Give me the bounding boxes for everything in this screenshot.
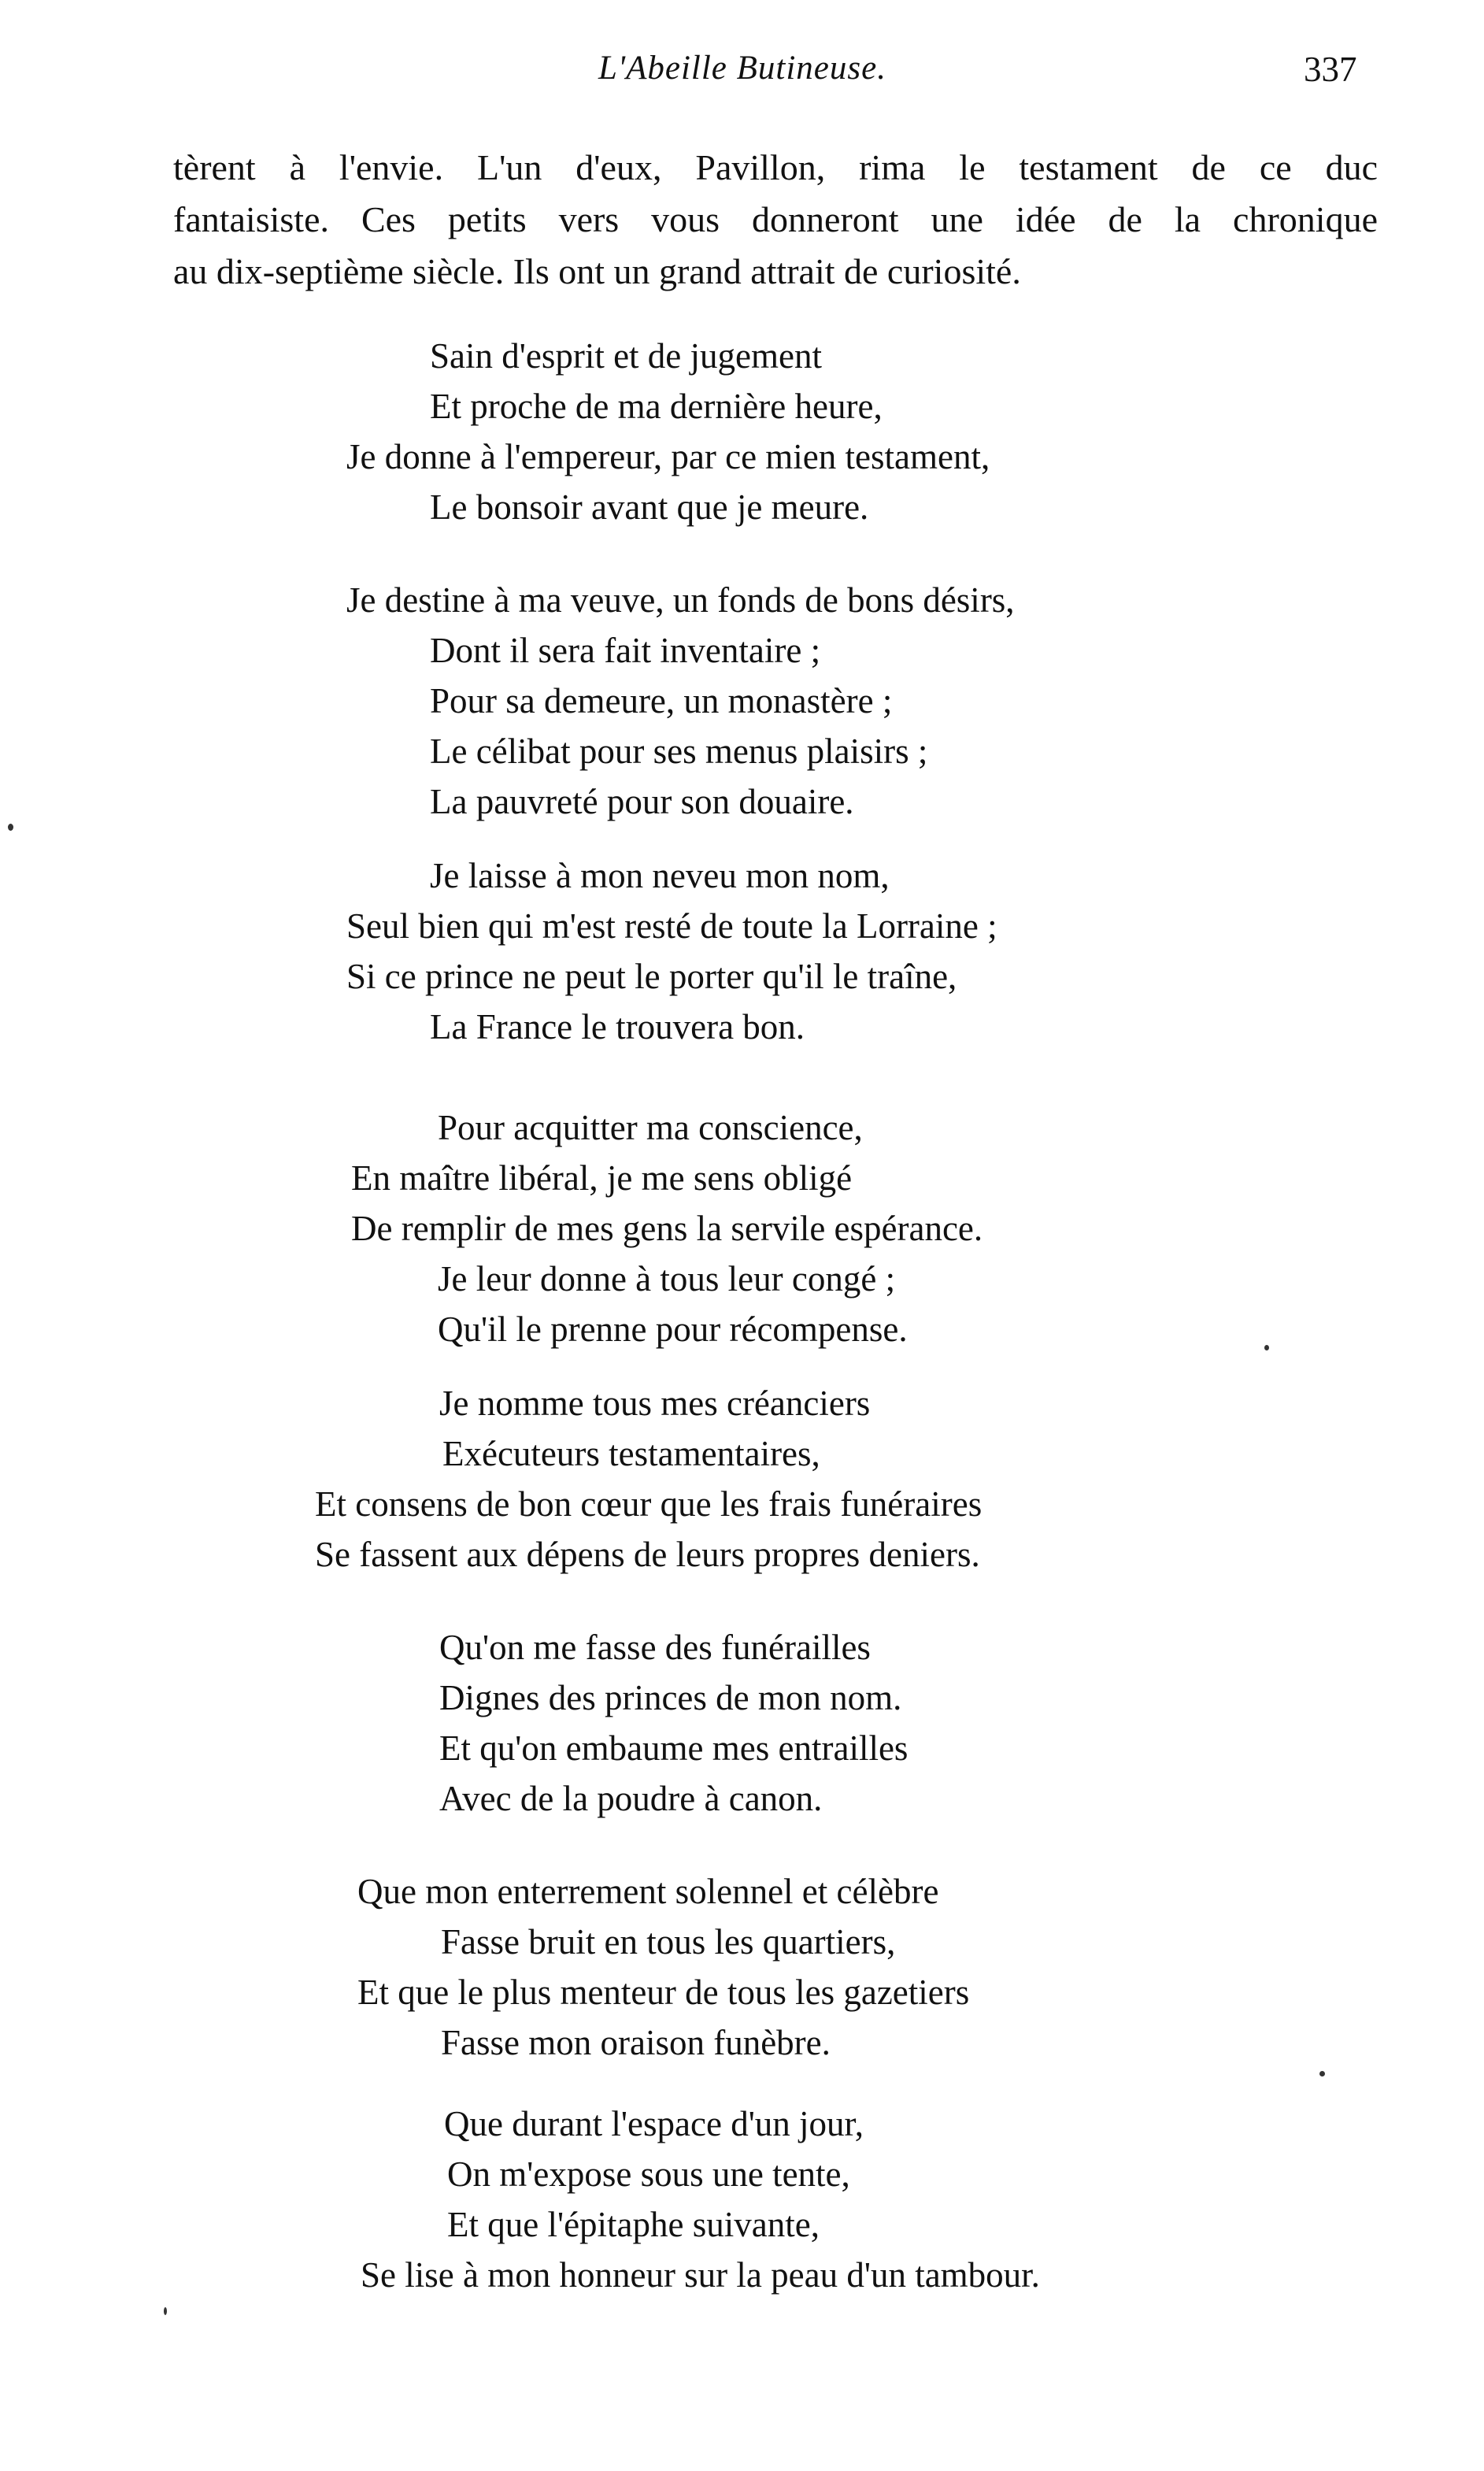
prose-line: tèrent à l'envie. L'un d'eux, Pavillon, rima le testament de ce duc xyxy=(173,147,1378,187)
prose-paragraph xyxy=(173,142,1378,298)
scan-speck xyxy=(8,824,13,831)
prose-line: au dix-septième siècle. Ils ont un grand attrait de curiosité. xyxy=(173,251,1021,291)
verse-line: Et consens de bon cœur que les frais funéraires xyxy=(315,1484,983,1524)
page-number: 337 xyxy=(1304,50,1357,89)
verse-line: En maître libéral, je me sens obligé xyxy=(351,1158,853,1198)
verse-line: La France le trouvera bon. xyxy=(430,1007,805,1047)
verse-line: Si ce prince ne peut le porter qu'il le traîne, xyxy=(346,957,957,996)
verse-line: La pauvreté pour son douaire. xyxy=(430,782,854,821)
scan-speck xyxy=(1264,1345,1269,1350)
verse-line: Se fassent aux dépens de leurs propres deniers. xyxy=(315,1535,980,1574)
prose-line: fantaisiste. Ces petits vers vous donneront une idée de la chronique xyxy=(173,199,1378,239)
scan-speck xyxy=(1319,2071,1325,2076)
verse-line: Avec de la poudre à canon. xyxy=(439,1779,823,1818)
verse-line: Exécuteurs testamentaires, xyxy=(442,1434,820,1473)
verse-line: Pour sa demeure, un monastère ; xyxy=(430,681,893,721)
verse-line: Fasse mon oraison funèbre. xyxy=(441,2023,831,2062)
verse-line: Dignes des princes de mon nom. xyxy=(439,1678,902,1717)
scan-speck xyxy=(164,2307,167,2315)
verse-line: Je laisse à mon neveu mon nom, xyxy=(430,856,890,895)
running-title: L'Abeille Butineuse. xyxy=(598,50,886,87)
verse-line: Qu'il le prenne pour récompense. xyxy=(438,1310,908,1349)
verse-line: Dont il sera fait inventaire ; xyxy=(430,631,821,670)
verse-line: Pour acquitter ma conscience, xyxy=(438,1108,863,1147)
verse-line: Sain d'esprit et de jugement xyxy=(430,336,822,376)
verse-line: Qu'on me fasse des funérailles xyxy=(439,1628,871,1667)
verse-line: Je leur donne à tous leur congé ; xyxy=(438,1259,896,1298)
verse-line: Et qu'on embaume mes entrailles xyxy=(439,1728,909,1768)
verse-line: Je nomme tous mes créanciers xyxy=(439,1384,871,1423)
verse-line: Et que le plus menteur de tous les gazetiers xyxy=(357,1973,970,2012)
verse-line: Je destine à ma veuve, un fonds de bons désirs, xyxy=(346,580,1015,620)
verse-line: Et que l'épitaphe suivante, xyxy=(447,2205,820,2244)
verse-line: De remplir de mes gens la servile espérance. xyxy=(351,1209,983,1248)
verse-line: Que durant l'espace d'un jour, xyxy=(444,2104,864,2143)
verse-line: Le célibat pour ses menus plaisirs ; xyxy=(430,732,928,771)
verse-line: Le bonsoir avant que je meure. xyxy=(430,487,869,527)
verse-line: Se lise à mon honneur sur la peau d'un tambour. xyxy=(361,2255,1040,2295)
verse-line: Seul bien qui m'est resté de toute la Lorraine ; xyxy=(346,906,997,946)
verse-line: Fasse bruit en tous les quartiers, xyxy=(441,1922,896,1962)
verse-line: Je donne à l'empereur, par ce mien testament, xyxy=(346,437,990,476)
running-head xyxy=(0,49,1484,104)
verse-line: Que mon enterrement solennel et célèbre xyxy=(357,1872,939,1911)
verse-line: Et proche de ma dernière heure, xyxy=(430,387,883,426)
verse-line: On m'expose sous une tente, xyxy=(447,2154,850,2194)
